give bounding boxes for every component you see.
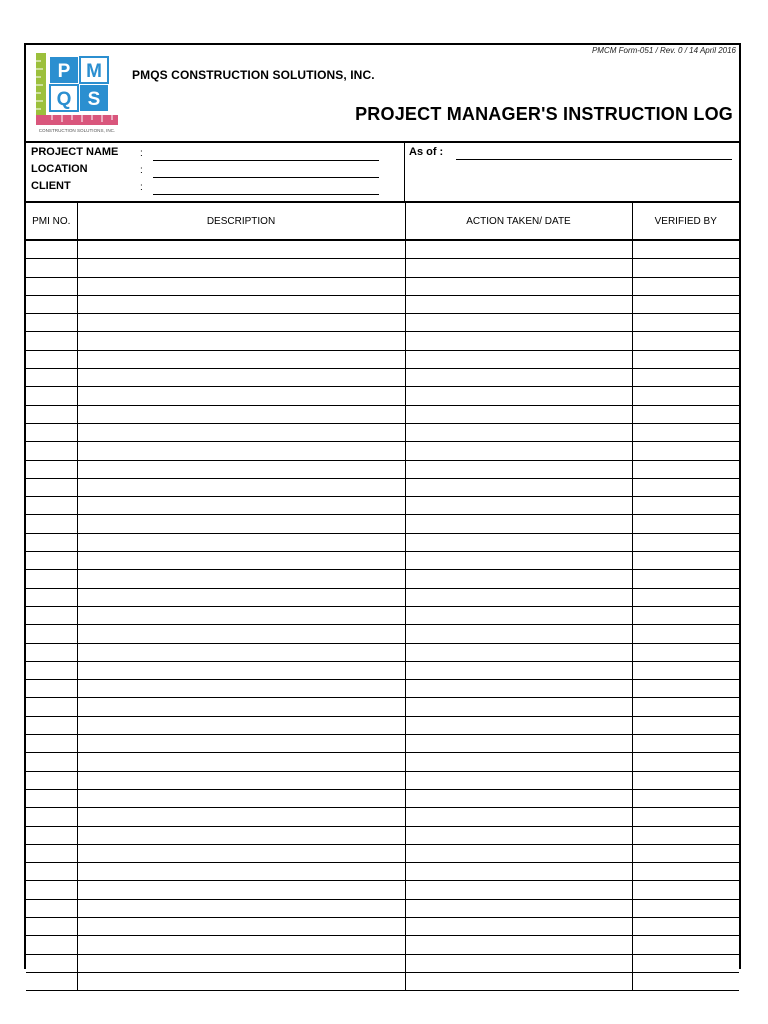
verified-by-cell[interactable] [632,789,739,807]
verified-by-cell[interactable] [632,570,739,588]
action-taken-cell[interactable] [405,240,632,259]
table-row [26,478,739,496]
verified-by-cell[interactable] [632,606,739,624]
description-cell[interactable] [77,954,405,972]
pmi-no-cell[interactable] [26,314,77,332]
verified-by-cell[interactable] [632,735,739,753]
pmi-no-cell[interactable] [26,405,77,423]
instruction-log-form [24,43,741,969]
table-row [26,295,739,313]
verified-by-cell[interactable] [632,625,739,643]
table-row [26,698,739,716]
table-row [26,899,739,917]
as-of-label: As of : [409,146,444,158]
action-taken-cell[interactable] [405,552,632,570]
action-taken-cell[interactable] [405,259,632,277]
pmi-no-cell[interactable] [26,533,77,551]
header-pmi-no: PMI NO. [26,203,77,240]
pmi-no-cell[interactable] [26,881,77,899]
action-taken-cell[interactable] [405,515,632,533]
verified-by-cell[interactable] [632,954,739,972]
description-cell[interactable] [77,405,405,423]
project-info-section [26,143,739,203]
description-cell[interactable] [77,771,405,789]
description-cell[interactable] [77,314,405,332]
pmi-no-cell[interactable] [26,716,77,734]
pmi-no-cell[interactable] [26,789,77,807]
action-taken-cell[interactable] [405,844,632,862]
table-row [26,387,739,405]
table-row [26,771,739,789]
description-cell[interactable] [77,606,405,624]
description-cell[interactable] [77,332,405,350]
verified-by-cell[interactable] [632,314,739,332]
description-cell[interactable] [77,972,405,990]
pmi-no-cell[interactable] [26,515,77,533]
table-row [26,954,739,972]
action-taken-cell[interactable] [405,680,632,698]
action-taken-cell[interactable] [405,936,632,954]
verified-by-cell[interactable] [632,387,739,405]
pmi-no-cell[interactable] [26,826,77,844]
action-taken-cell[interactable] [405,716,632,734]
table-row [26,661,739,679]
pmi-no-cell[interactable] [26,350,77,368]
pmi-no-cell[interactable] [26,588,77,606]
action-taken-cell[interactable] [405,369,632,387]
pmi-no-cell[interactable] [26,369,77,387]
action-taken-cell[interactable] [405,606,632,624]
action-taken-cell[interactable] [405,863,632,881]
action-taken-cell[interactable] [405,497,632,515]
table-row [26,863,739,881]
action-taken-cell[interactable] [405,881,632,899]
verified-by-cell[interactable] [632,972,739,990]
verified-by-cell[interactable] [632,917,739,935]
table-row [26,808,739,826]
description-cell[interactable] [77,808,405,826]
description-cell[interactable] [77,936,405,954]
description-cell[interactable] [77,789,405,807]
description-cell[interactable] [77,350,405,368]
verified-by-cell[interactable] [632,405,739,423]
action-taken-cell[interactable] [405,314,632,332]
location-field[interactable] [153,177,379,178]
action-taken-cell[interactable] [405,295,632,313]
table-row [26,277,739,295]
location-colon: : [140,165,143,176]
header-description: DESCRIPTION [77,203,405,240]
logo-ruler-pink [36,115,118,125]
pmi-no-cell[interactable] [26,661,77,679]
table-row [26,789,739,807]
verified-by-cell[interactable] [632,753,739,771]
description-cell[interactable] [77,753,405,771]
action-taken-cell[interactable] [405,899,632,917]
description-cell[interactable] [77,844,405,862]
action-taken-cell[interactable] [405,789,632,807]
pmi-no-cell[interactable] [26,460,77,478]
description-cell[interactable] [77,497,405,515]
form-reference: PMCM Form-051 / Rev. 0 / 14 April 2016 [591,46,736,55]
table-row [26,332,739,350]
pmi-no-cell[interactable] [26,698,77,716]
pmi-no-cell[interactable] [26,863,77,881]
table-row [26,533,739,551]
description-cell[interactable] [77,259,405,277]
verified-by-cell[interactable] [632,423,739,441]
table-row [26,917,739,935]
action-taken-cell[interactable] [405,387,632,405]
verified-by-cell[interactable] [632,881,739,899]
action-taken-cell[interactable] [405,570,632,588]
logo-letter-m: M [86,61,102,82]
pmi-no-cell[interactable] [26,423,77,441]
table-row [26,240,739,259]
description-cell[interactable] [77,442,405,460]
description-cell[interactable] [77,625,405,643]
action-taken-cell[interactable] [405,735,632,753]
description-cell[interactable] [77,515,405,533]
table-row [26,314,739,332]
description-cell[interactable] [77,478,405,496]
table-row [26,350,739,368]
table-row [26,442,739,460]
pmi-no-cell[interactable] [26,240,77,259]
table-row [26,515,739,533]
as-of-field[interactable] [456,159,732,160]
pmi-no-cell[interactable] [26,552,77,570]
description-cell[interactable] [77,295,405,313]
description-cell[interactable] [77,698,405,716]
form-header [26,45,739,143]
table-row [26,625,739,643]
table-row [26,405,739,423]
verified-by-cell[interactable] [632,240,739,259]
logo-letter-p: P [57,61,71,82]
verified-by-cell[interactable] [632,899,739,917]
description-cell[interactable] [77,863,405,881]
verified-by-cell[interactable] [632,661,739,679]
table-row [26,369,739,387]
company-logo [34,53,118,135]
action-taken-cell[interactable] [405,826,632,844]
table-row [26,735,739,753]
verified-by-cell[interactable] [632,442,739,460]
description-cell[interactable] [77,552,405,570]
logo-tagline: CONSTRUCTION SOLUTIONS, INC. [38,128,116,133]
table-row [26,936,739,954]
action-taken-cell[interactable] [405,954,632,972]
header-action-taken-date: ACTION TAKEN/ DATE [405,203,632,240]
table-header-row [26,203,739,240]
description-cell[interactable] [77,240,405,259]
description-cell[interactable] [77,369,405,387]
verified-by-cell[interactable] [632,259,739,277]
description-cell[interactable] [77,661,405,679]
pmi-no-cell[interactable] [26,570,77,588]
action-taken-cell[interactable] [405,478,632,496]
action-taken-cell[interactable] [405,625,632,643]
pmi-no-cell[interactable] [26,972,77,990]
pmi-no-cell[interactable] [26,753,77,771]
action-taken-cell[interactable] [405,533,632,551]
action-taken-cell[interactable] [405,588,632,606]
verified-by-cell[interactable] [632,460,739,478]
table-row [26,844,739,862]
pmi-no-cell[interactable] [26,643,77,661]
client-label: CLIENT [31,180,71,192]
project-name-field[interactable] [153,160,379,161]
pmi-no-cell[interactable] [26,295,77,313]
table-row [26,423,739,441]
verified-by-cell[interactable] [632,497,739,515]
verified-by-cell[interactable] [632,277,739,295]
pmi-no-cell[interactable] [26,497,77,515]
verified-by-cell[interactable] [632,515,739,533]
verified-by-cell[interactable] [632,716,739,734]
header-verified-by: VERIFIED BY [632,203,739,240]
table-row [26,570,739,588]
table-row [26,972,739,990]
client-colon: : [140,182,143,193]
description-cell[interactable] [77,643,405,661]
verified-by-cell[interactable] [632,844,739,862]
verified-by-cell[interactable] [632,588,739,606]
description-cell[interactable] [77,899,405,917]
verified-by-cell[interactable] [632,680,739,698]
verified-by-cell[interactable] [632,533,739,551]
verified-by-cell[interactable] [632,863,739,881]
action-taken-cell[interactable] [405,698,632,716]
project-name-colon: : [140,148,143,159]
pmi-no-cell[interactable] [26,680,77,698]
action-taken-cell[interactable] [405,442,632,460]
action-taken-cell[interactable] [405,808,632,826]
action-taken-cell[interactable] [405,972,632,990]
action-taken-cell[interactable] [405,405,632,423]
pmi-no-cell[interactable] [26,332,77,350]
verified-by-cell[interactable] [632,771,739,789]
pmi-no-cell[interactable] [26,954,77,972]
project-name-label: PROJECT NAME [31,146,119,158]
description-cell[interactable] [77,588,405,606]
page-title: PROJECT MANAGER'S INSTRUCTION LOG [355,104,733,124]
table-row [26,826,739,844]
table-row [26,497,739,515]
verified-by-cell[interactable] [632,808,739,826]
pmi-no-cell[interactable] [26,259,77,277]
pmi-no-cell[interactable] [26,478,77,496]
verified-by-cell[interactable] [632,643,739,661]
action-taken-cell[interactable] [405,423,632,441]
verified-by-cell[interactable] [632,478,739,496]
verified-by-cell[interactable] [632,332,739,350]
logo-letter-q: Q [56,89,72,110]
table-row [26,716,739,734]
description-cell[interactable] [77,423,405,441]
action-taken-cell[interactable] [405,350,632,368]
pmi-no-cell[interactable] [26,735,77,753]
pmi-no-cell[interactable] [26,387,77,405]
verified-by-cell[interactable] [632,350,739,368]
table-row [26,643,739,661]
verified-by-cell[interactable] [632,936,739,954]
pmi-no-cell[interactable] [26,899,77,917]
description-cell[interactable] [77,881,405,899]
pmi-no-cell[interactable] [26,844,77,862]
description-cell[interactable] [77,716,405,734]
action-taken-cell[interactable] [405,332,632,350]
logo-letter-s: S [87,89,101,110]
client-field[interactable] [153,194,379,195]
pmi-no-cell[interactable] [26,917,77,935]
action-taken-cell[interactable] [405,661,632,679]
verified-by-cell[interactable] [632,552,739,570]
action-taken-cell[interactable] [405,917,632,935]
company-name: PMQS CONSTRUCTION SOLUTIONS, INC. [132,68,375,82]
action-taken-cell[interactable] [405,771,632,789]
description-cell[interactable] [77,460,405,478]
pmi-no-cell[interactable] [26,606,77,624]
table-row [26,460,739,478]
pmi-no-cell[interactable] [26,625,77,643]
verified-by-cell[interactable] [632,698,739,716]
action-taken-cell[interactable] [405,753,632,771]
table-row [26,259,739,277]
pmi-no-cell[interactable] [26,936,77,954]
description-cell[interactable] [77,917,405,935]
description-cell[interactable] [77,570,405,588]
description-cell[interactable] [77,735,405,753]
action-taken-cell[interactable] [405,643,632,661]
action-taken-cell[interactable] [405,277,632,295]
description-cell[interactable] [77,533,405,551]
description-cell[interactable] [77,277,405,295]
logo-ruler-green [36,53,46,115]
pmi-no-cell[interactable] [26,771,77,789]
table-row [26,881,739,899]
instruction-log-table [26,203,739,991]
info-divider [404,143,405,201]
table-body [26,240,739,991]
description-cell[interactable] [77,387,405,405]
table-row [26,606,739,624]
description-cell[interactable] [77,826,405,844]
verified-by-cell[interactable] [632,295,739,313]
pmi-no-cell[interactable] [26,277,77,295]
table-row [26,680,739,698]
table-row [26,552,739,570]
verified-by-cell[interactable] [632,369,739,387]
table-row [26,588,739,606]
pmi-no-cell[interactable] [26,442,77,460]
description-cell[interactable] [77,680,405,698]
location-label: LOCATION [31,163,88,175]
table-row [26,753,739,771]
action-taken-cell[interactable] [405,460,632,478]
verified-by-cell[interactable] [632,826,739,844]
pmi-no-cell[interactable] [26,808,77,826]
